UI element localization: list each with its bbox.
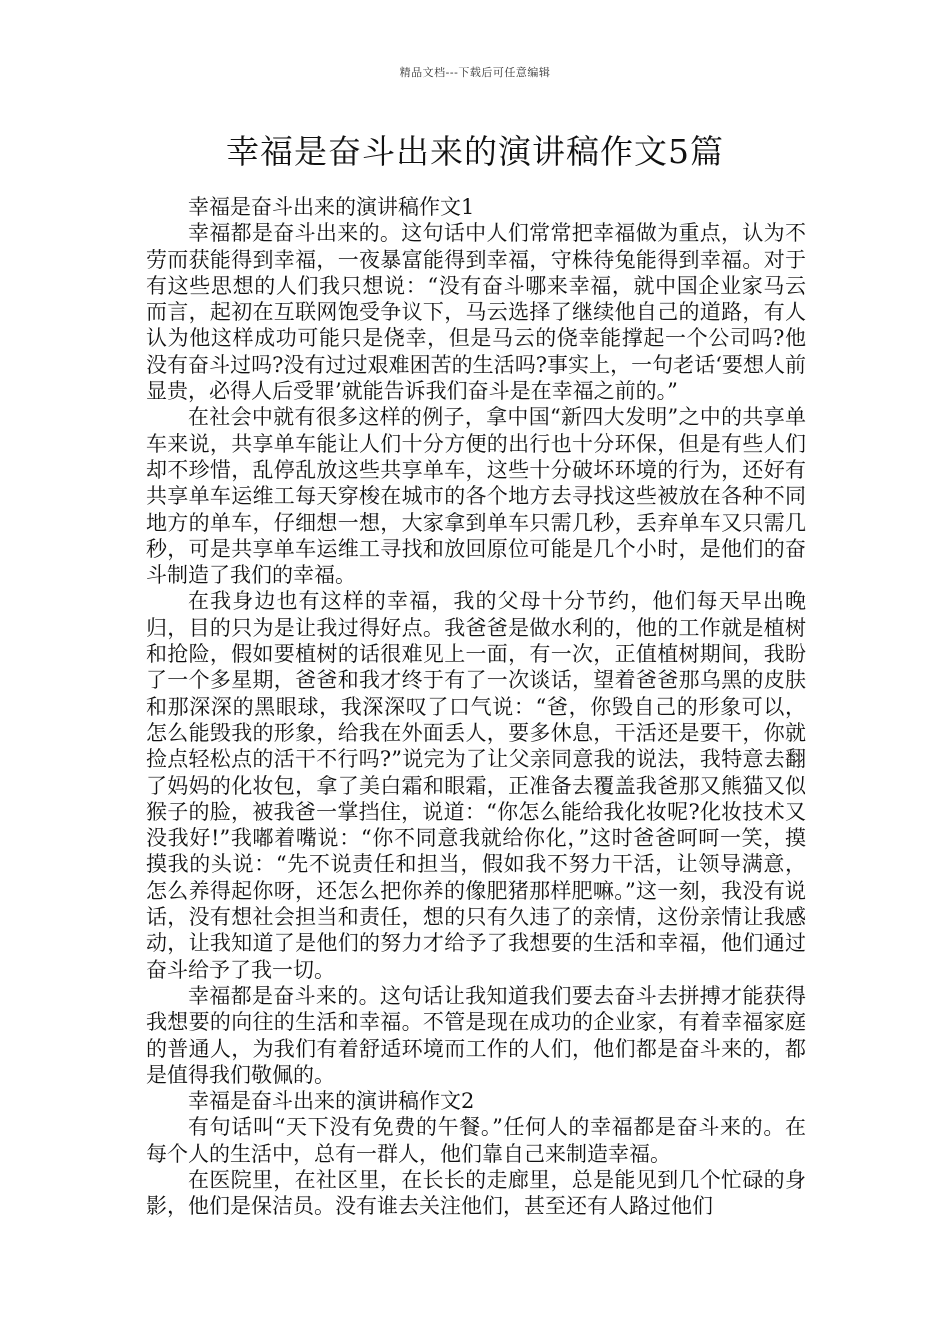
document-body — [146, 194, 806, 1220]
body-paragraph: 在社会中就有很多这样的例子，拿中国“新四大发明”之中的共享单车来说，共享单车能让人们十分方便的出行也十分环保，但是有些人们却不珍惜，乱停乱放这些共享单车，这些十分破坏环境的行为，还好有共享单车运维工每天穿梭在城市的各个地方去寻找这些被放在各种不同地方的单车，仔细想一想，大家拿到单车只需几秒，丢弃单车又只需几秒，可是共享单车运维工寻找和放回原位可能是几个小时，是他们的奋斗制造了我们的幸福。 — [146, 405, 806, 588]
body-paragraph: 幸福都是奋斗来的。这句话让我知道我们要去奋斗去拼搏才能获得我想要的向往的生活和幸福。不管是现在成功的企业家，有着幸福家庭的普通人，为我们有着舒适环境而工作的人们，他们都是奋斗来的，都是值得我们敬佩的。 — [146, 983, 806, 1087]
body-paragraph: 在医院里，在社区里，在长长的走廊里，总是能见到几个忙碌的身影，他们是保洁员。没有谁去关注他们，甚至还有人路过他们 — [146, 1167, 806, 1219]
body-paragraph: 幸福都是奋斗出来的。这句话中人们常常把幸福做为重点，认为不劳而获能得到幸福，一夜暴富能得到幸福，守株待兔能得到幸福。对于有这些思想的人们我只想说：“没有奋斗哪来幸福，就中国企业家马云而言，起初在互联网饱受争议下，马云选择了继续他自己的道路，有人认为他这样成功可能只是侥幸，但是马云的侥幸能撑起一个公司吗?他没有奋斗过吗?没有过过艰难困苦的生活吗?事实上，一句老话‘要想人前显贵，必得人后受罪’就能告诉我们奋斗是在幸福之前的。” — [146, 221, 806, 404]
body-paragraph: 在我身边也有这样的幸福，我的父母十分节约，他们每天早出晚归，目的只为是让我过得好点。我爸爸是做水利的，他的工作就是植树和抢险，假如要植树的话很难见上一面，有一次，正值植树期间，我盼了一个多星期，爸爸和我才终于有了一次谈话，望着爸爸那乌黑的皮肤和那深深的黑眼球，我深深叹了口气说：“爸，你毁自己的形象可以，怎么能毁我的形象，给我在外面丢人，要多休息，干活还是要干，你就捡点轻松点的活干不行吗?”说完为了让父亲同意我的说法，我特意去翻了妈妈的化妆包，拿了美白霜和眼霜，正准备去覆盖我爸那又熊猫又似猴子的脸，被我爸一掌挡住，说道：“你怎么能给我化妆呢?化妆技术又没我好!”我嘟着嘴说：“你不同意我就给你化，”这时爸爸呵呵一笑，摸摸我的头说：“先不说责任和担当，假如我不努力干活，让领导满意，怎么养得起你呀，还怎么把你养的像肥猪那样肥嘛。”这一刻，我没有说话，没有想社会担当和责任，想的只有久违了的亲情，这份亲情让我感动，让我知道了是他们的努力才给予了我想要的生活和幸福，他们通过奋斗给予了我一切。 — [146, 589, 806, 982]
body-paragraph: 有句话叫“天下没有免费的午餐。”任何人的幸福都是奋斗来的。在每个人的生活中，总有一群人，他们靠自己来制造幸福。 — [146, 1115, 806, 1166]
section-heading-1: 幸福是奋斗出来的演讲稿作文1 — [188, 195, 475, 219]
header-watermark: 精品文档---下载后可任意编辑 — [399, 66, 551, 79]
document-title: 幸福是奋斗出来的演讲稿作文5篇 — [226, 132, 724, 171]
section-heading-2: 幸福是奋斗出来的演讲稿作文2 — [188, 1089, 475, 1114]
